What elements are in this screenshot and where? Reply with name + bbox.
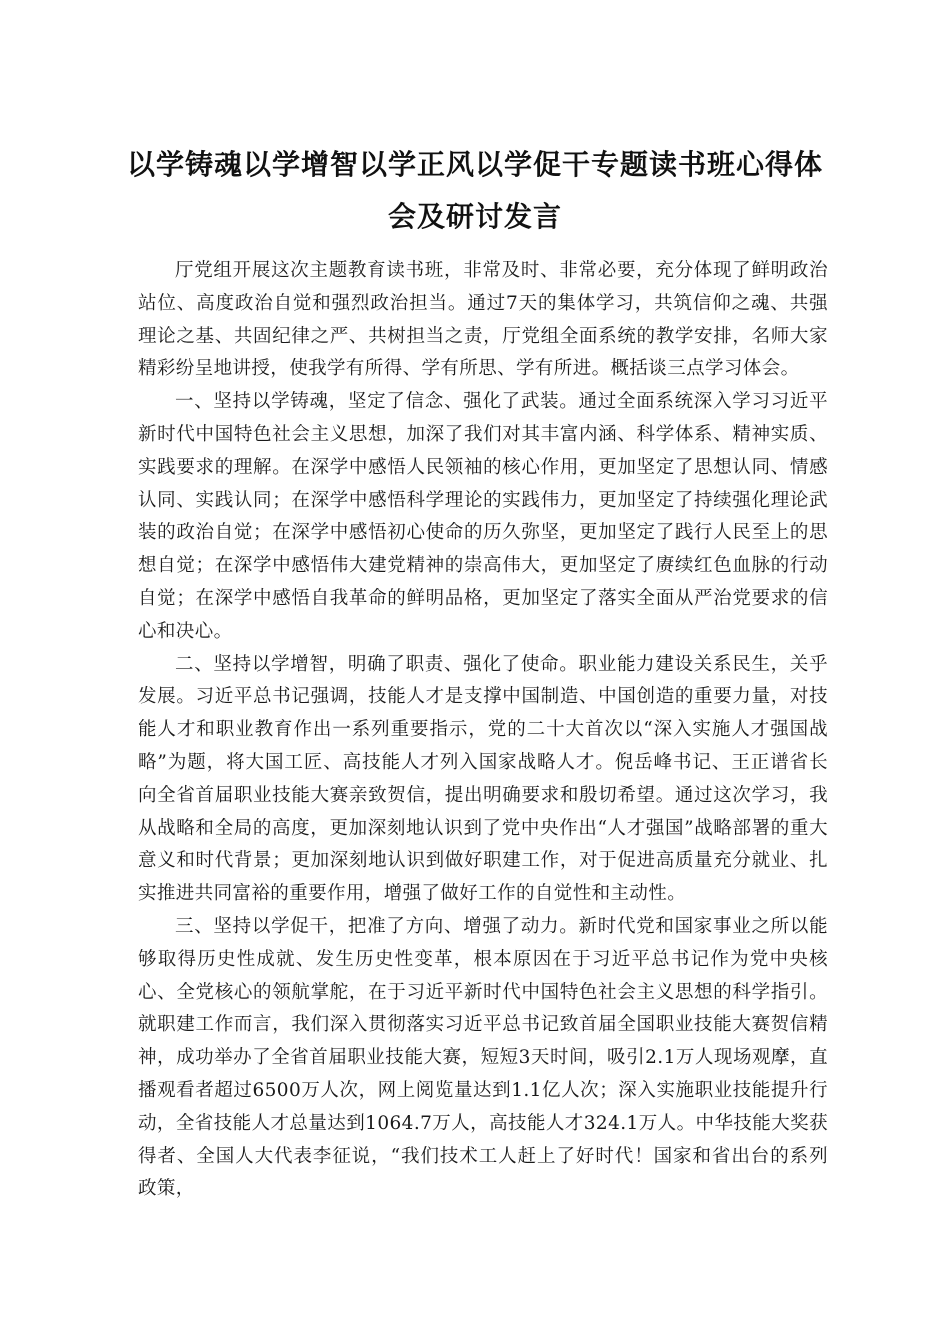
document-title: 以学铸魂以学增智以学正风以学促干专题读书班心得体会及研讨发言 xyxy=(126,147,823,233)
section-three-paragraph: 三、坚持以学促干，把准了方向、增强了动力。新时代党和国家事业之所以能够取得历史性成就、发生历史性变革，根本原因在于习近平总书记作为党中央核心、全党核心的领航掌舵，在于习近平新时代中国特色社会主义思想的科学指引。就职建工作而言，我们深入贯彻落实习近平总书记致首届全国职业技能大赛贺信精神，成功举办了全省首届职业技能大赛，短短3天时间，吸引2.1万人现场观摩，直播观看者超过6500万人次，网上阅览量达到1.1亿人次；深入实施职业技能提升行动，全省技能人才总量达到1064.7万人，高技能人才324.1万人。中华技能大奖获得者、全国人大代表李征说，“我们技术工人赶上了好时代！国家和省出台的系列政策， xyxy=(138,915,828,1200)
document-body xyxy=(138,255,828,1206)
intro-paragraph: 厅党组开展这次主题教育读书班，非常及时、非常必要，充分体现了鲜明政治站位、高度政治自觉和强烈政治担当。通过7天的集体学习，共筑信仰之魂、共强理论之基、共固纪律之严、共树担当之责，厅党组全面系统的教学安排，名师大家精彩纷呈地讲授，使我学有所得、学有所思、学有所进。概括谈三点学习体会。 xyxy=(138,260,828,380)
section-one-paragraph: 一、坚持以学铸魂，坚定了信念、强化了武装。通过全面系统深入学习习近平新时代中国特色社会主义思想，加深了我们对其丰富内涵、科学体系、精神实质、实践要求的理解。在深学中感悟人民领袖的核心作用，更加坚定了思想认同、情感认同、实践认同；在深学中感悟科学理论的实践伟力，更加坚定了持续强化理论武装的政治自觉；在深学中感悟初心使命的历久弥坚，更加坚定了践行人民至上的思想自觉；在深学中感悟伟大建党精神的崇高伟大，更加坚定了赓续红色血脉的行动自觉；在深学中感悟自我革命的鲜明品格，更加坚定了落实全面从严治党要求的信心和决心。 xyxy=(138,391,828,642)
section-two-paragraph: 二、坚持以学增智，明确了职责、强化了使命。职业能力建设关系民生，关乎发展。习近平总书记强调，技能人才是支撑中国制造、中国创造的重要力量，对技能人才和职业教育作出一系列重要指示，党的二十大首次以“深入实施人才强国战略”为题，将大国工匠、高技能人才列入国家战略人才。倪岳峰书记、王正谱省长向全省首届职业技能大赛亲致贺信，提出明确要求和殷切希望。通过这次学习，我从战略和全局的高度，更加深刻地认识到了党中央作出“人才强国”战略部署的重大意义和时代背景；更加深刻地认识到做好职建工作，对于促进高质量充分就业、扎实推进共同富裕的重要作用，增强了做好工作的自觉性和主动性。 xyxy=(138,653,828,905)
